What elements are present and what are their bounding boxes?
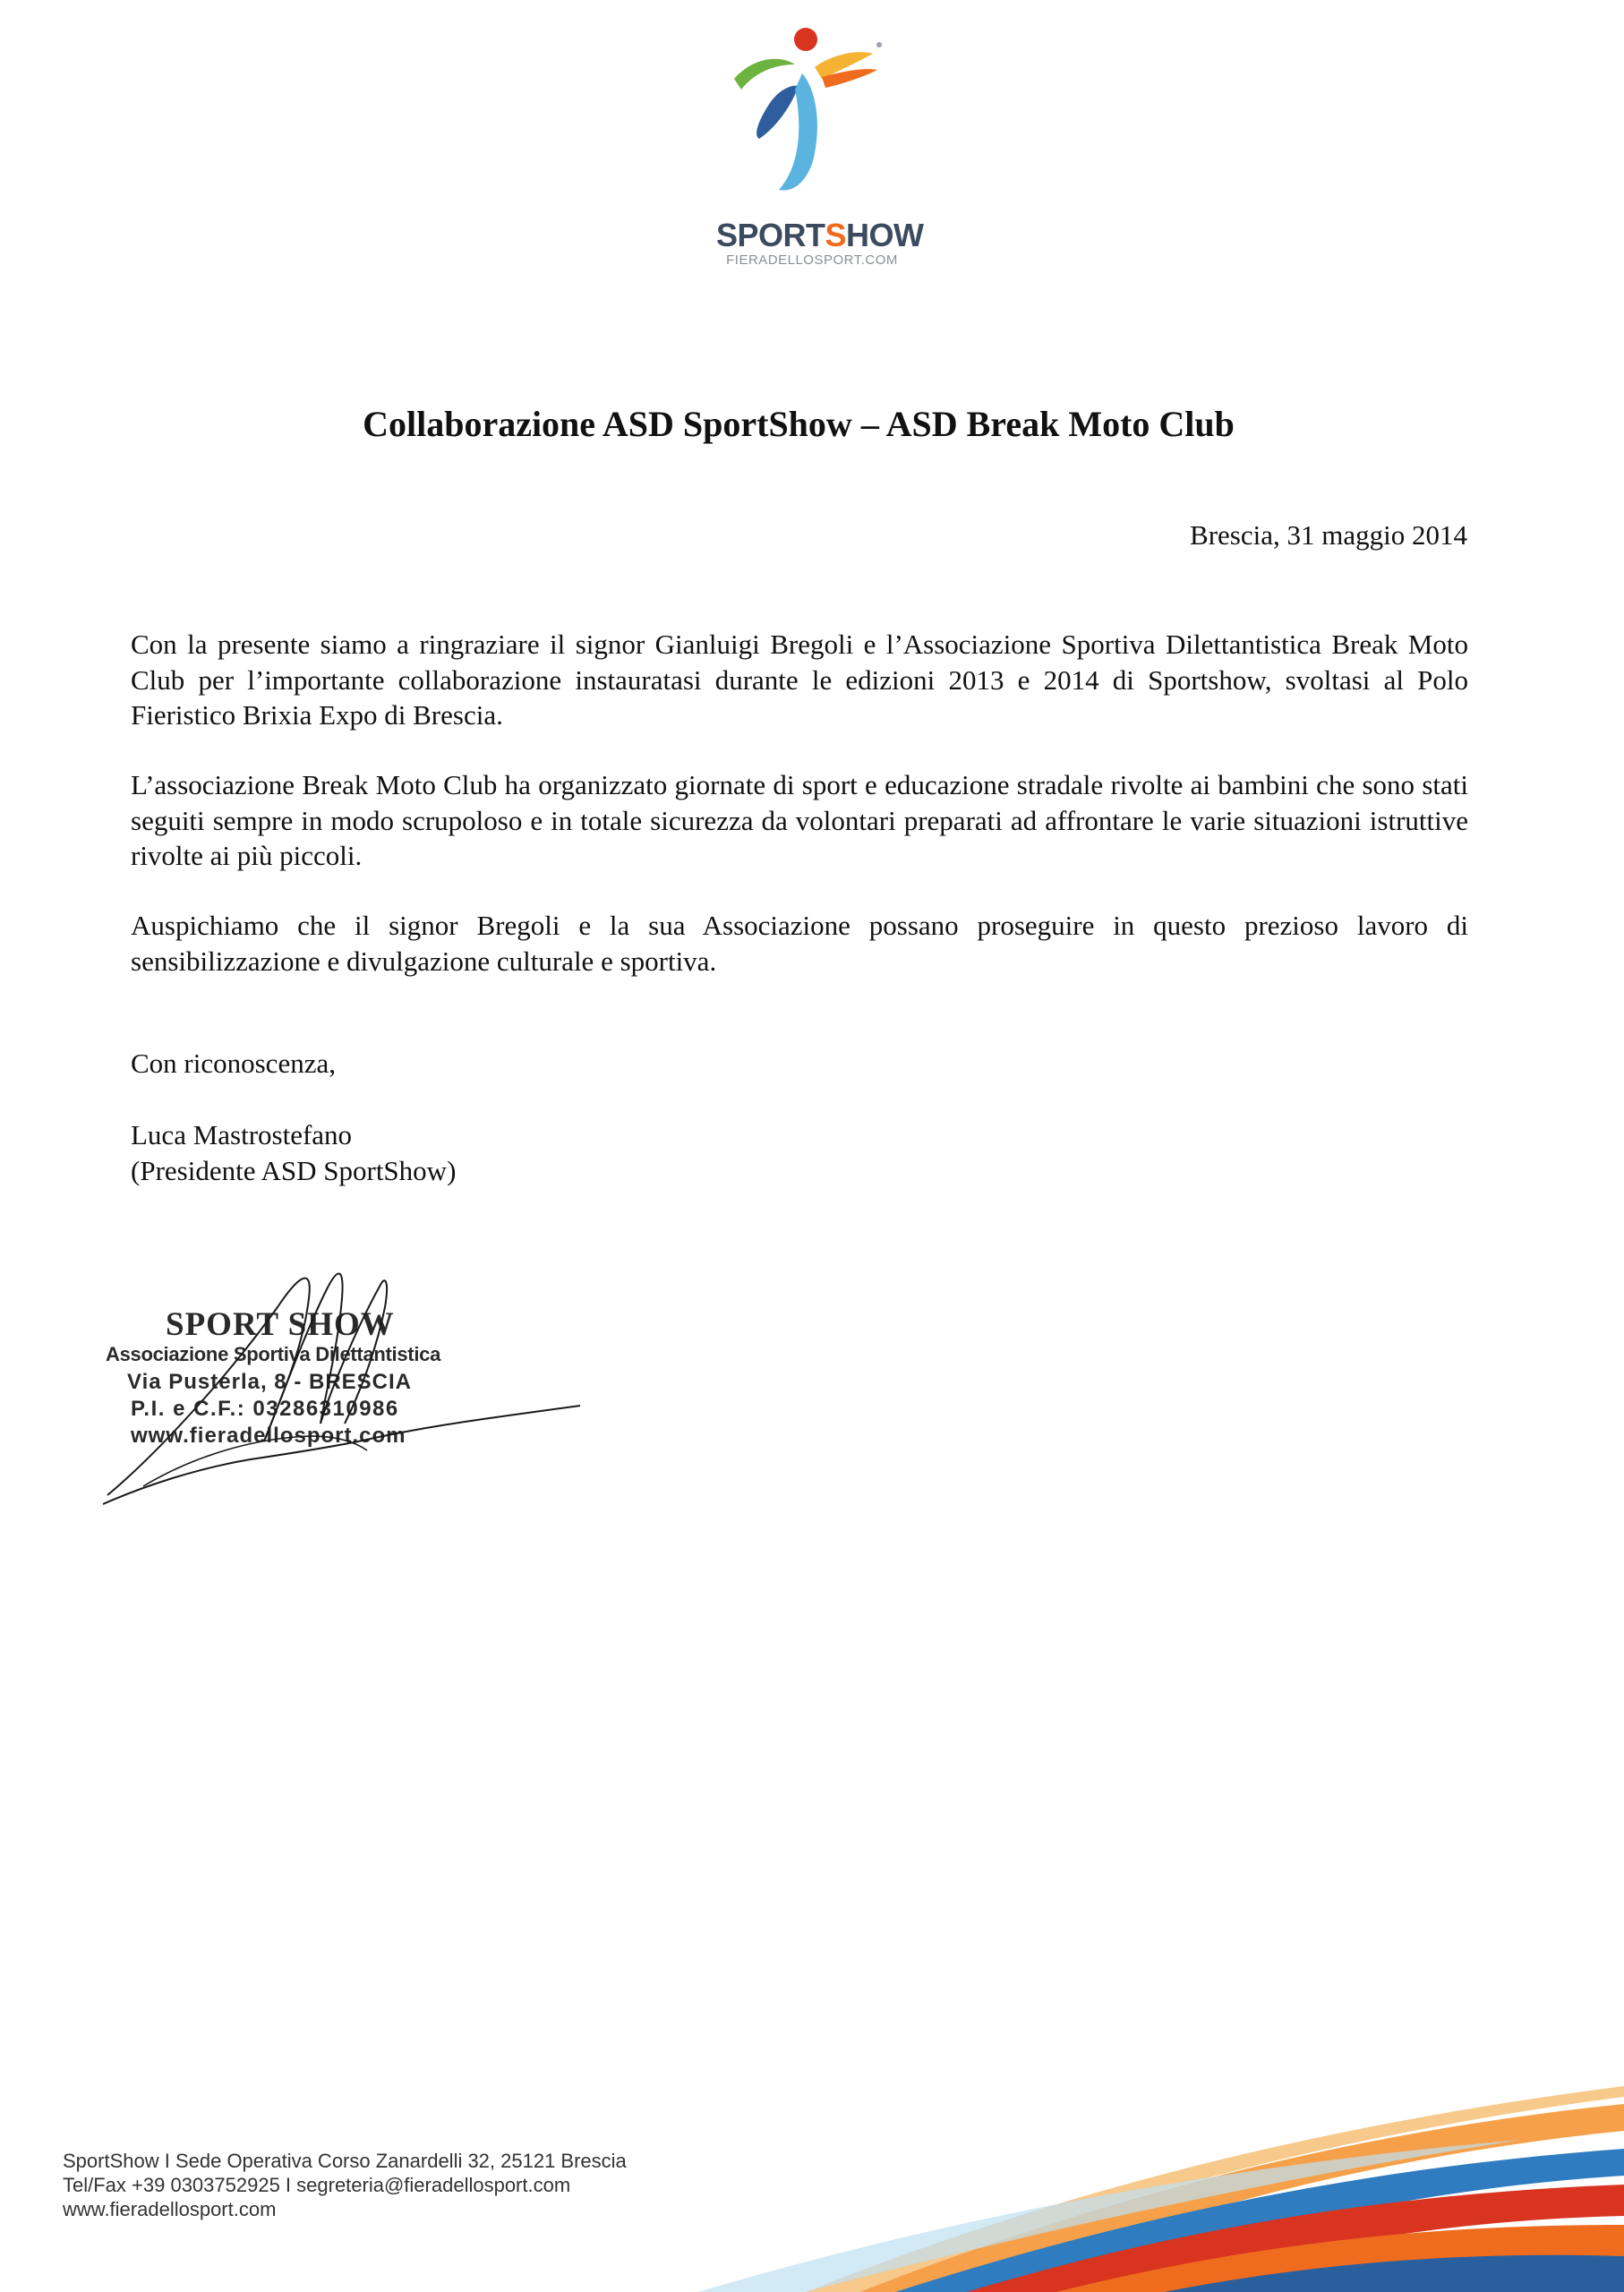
stamp-line: Via Pusterla, 8 - BRESCIA bbox=[127, 1370, 412, 1394]
signer-block bbox=[131, 1117, 456, 1188]
paragraph-text: Con la presente siamo a ringraziare il signor Gianluigi Bregoli e l’Associazione Sportiva Dilettantistica Break Moto Club per l’importante collaborazione instauratasi durante le edizioni 2013 e 2014 di Sportshow, svoltasi al Polo Fieristico Brixia Expo di Brescia. bbox=[131, 629, 1468, 731]
paragraph-text: L’associazione Break Moto Club ha organizzato giornate di sport e educazione stradale rivolte ai bambini che sono stati seguiti sempre in modo scrupoloso e in totale sicurezza da volontari preparati ad affrontare le varie situazioni istruttive rivolte ai più piccoli. bbox=[131, 769, 1468, 871]
footer-contacts bbox=[63, 2149, 627, 2221]
stamp-title: SPORT SHOW bbox=[166, 1306, 395, 1343]
footer-phone-email: Tel/Fax +39 0303752925 I segreteria@fieradellosport.com bbox=[63, 2174, 571, 2196]
stamp-line: www.fieradellosport.com bbox=[131, 1424, 406, 1448]
letter-date: Brescia, 31 maggio 2014 bbox=[1190, 519, 1467, 551]
paragraph-3 bbox=[131, 908, 1468, 979]
signer-role: (Presidente ASD SportShow) bbox=[131, 1154, 457, 1186]
letter-title: Collaborazione ASD SportShow – ASD Break Moto Club bbox=[363, 404, 1235, 444]
paragraph-1 bbox=[131, 627, 1468, 733]
footer-address: SportShow I Sede Operativa Corso Zanardelli 32, 25121 Brescia bbox=[63, 2150, 627, 2172]
paragraph-2 bbox=[131, 767, 1468, 874]
paragraph-text: Auspichiamo che il signor Bregoli e la sua Associazione possano proseguire in questo prezioso lavoro di sensibilizzazione e divulgazione culturale e sportiva. bbox=[131, 910, 1468, 977]
logo-subtitle: FIERADELLOSPORT.COM bbox=[726, 252, 898, 268]
signer-name: Luca Mastrostefano bbox=[131, 1119, 353, 1150]
stamp-line: Associazione Sportiva Dilettantistica bbox=[106, 1343, 441, 1365]
stamp-line: P.I. e C.F.: 03286310986 bbox=[131, 1397, 399, 1421]
sportshow-figure-icon bbox=[716, 18, 908, 215]
sportshow-logo bbox=[716, 18, 924, 268]
logo-wordmark: SPORTSHOW bbox=[716, 217, 924, 253]
footer-website: www.fieradellosport.com bbox=[63, 2198, 277, 2220]
handwritten-signature bbox=[90, 1236, 591, 1522]
closing: Con riconoscenza, bbox=[131, 1048, 336, 1079]
